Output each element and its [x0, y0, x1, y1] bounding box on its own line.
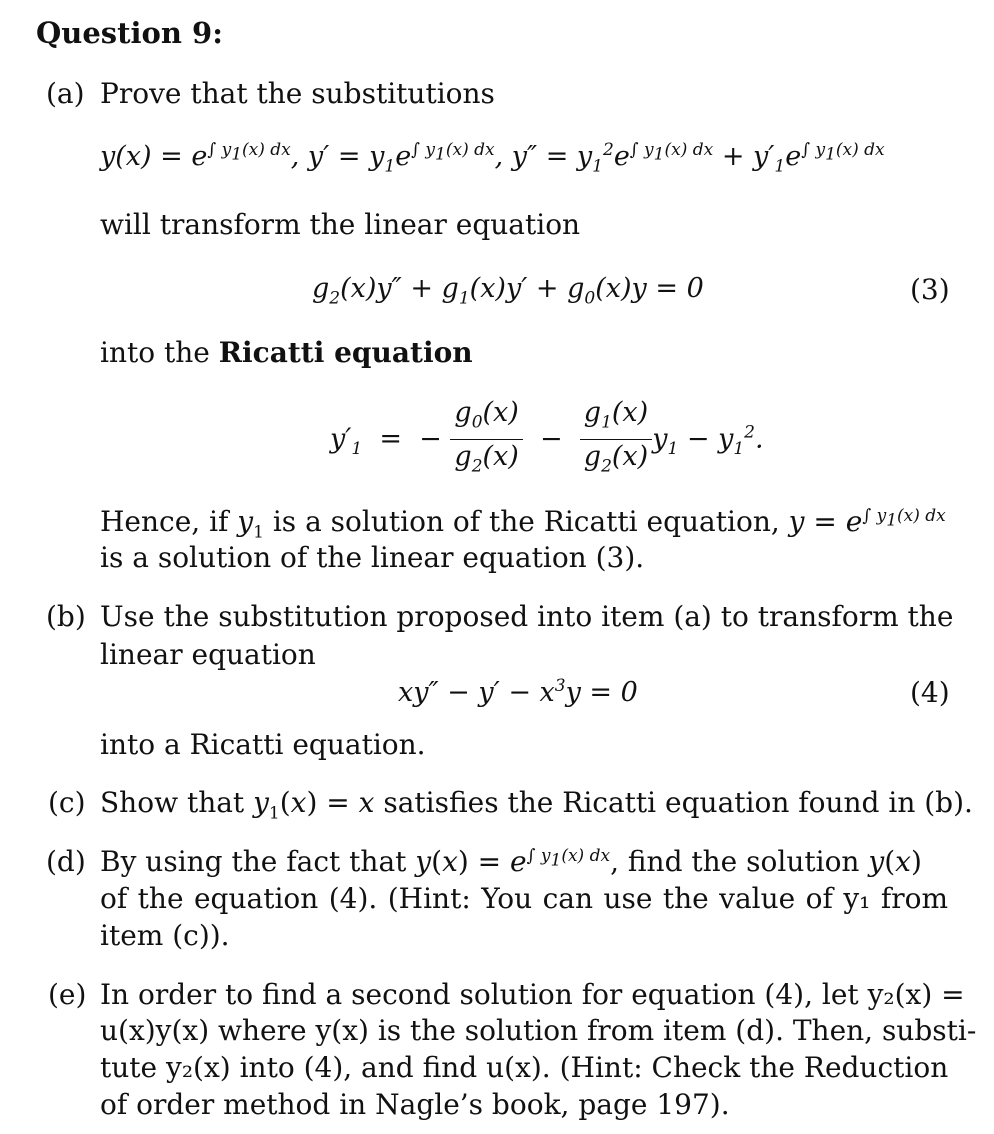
- hence-line-1: Hence, if $y_1$ is a solution of the Ricatti equation, $y = e^{\int y_1(x) dx}$: [100, 505, 946, 543]
- part-a-label: (a): [46, 77, 85, 110]
- ricatti-equation: $y'_1$ = − $\frac{g_0(x)}{g_2(x)}$ − $\frac{g_1(x)}{g_2(x)}$ $y_1 - y_1^2$.: [330, 397, 764, 477]
- part-d-line-1: By using the fact that $y(x) = e^{\int y_1(x) dx}$, find the solution y(x): [100, 845, 922, 878]
- part-d-label: (d): [46, 845, 86, 878]
- hence-line-2: is a solution of the linear equation (3).: [100, 541, 645, 574]
- linear-equation-3: $g_2(x)y'' + g_1(x)y' + g_0(x)y = 0$: [312, 273, 704, 309]
- part-a-intro: Prove that the substitutions: [100, 77, 495, 110]
- ricatti-equation-term: Ricatti equation: [218, 336, 473, 369]
- equation-number-3: (3): [910, 273, 950, 306]
- part-c-label: (c): [48, 786, 86, 819]
- part-e-line-1: In order to find a second solution for equation (4), let y₂(x) =: [100, 978, 965, 1011]
- question-title: Question 9:: [36, 16, 223, 50]
- substitution-equation: $y(x) = e^{\int y_1(x) dx}$, $y' = y_1e^{\int y_1(x) dx}$, $y'' = y_1^2e^{\int y_1(x) dx} + y'_1e^{\int y_1(x) dx}$: [100, 140, 885, 177]
- part-e-line-4: of order method in Nagle’s book, page 197).: [100, 1088, 730, 1121]
- part-e-label: (e): [48, 978, 87, 1011]
- equation-number-4: (4): [910, 676, 950, 709]
- into-text: into the: [100, 336, 210, 369]
- part-c-text: Show that $y_1(x) = x$ satisfies the Ricatti equation found in (b).: [100, 786, 973, 824]
- part-b-label: (b): [46, 600, 86, 633]
- part-b-line-1: Use the substitution proposed into item (a) to transform the: [100, 600, 954, 633]
- part-e-line-3: tute y₂(x) into (4), and find u(x). (Hint: Check the Reduction: [100, 1051, 949, 1084]
- into-ricatti-line: [100, 336, 473, 369]
- part-b-tail: into a Ricatti equation.: [100, 728, 426, 761]
- linear-equation-4: $xy'' - y' - x^3y = 0$: [398, 676, 638, 708]
- part-e-line-2: u(x)y(x) where y(x) is the solution from item (d). Then, substi-: [100, 1014, 977, 1047]
- part-b-line-2: linear equation: [100, 638, 316, 671]
- transform-text: will transform the linear equation: [100, 208, 581, 241]
- part-d-line-3: item (c)).: [100, 919, 230, 952]
- part-d-line-2: of the equation (4). (Hint: You can use the value of y₁ from: [100, 882, 948, 915]
